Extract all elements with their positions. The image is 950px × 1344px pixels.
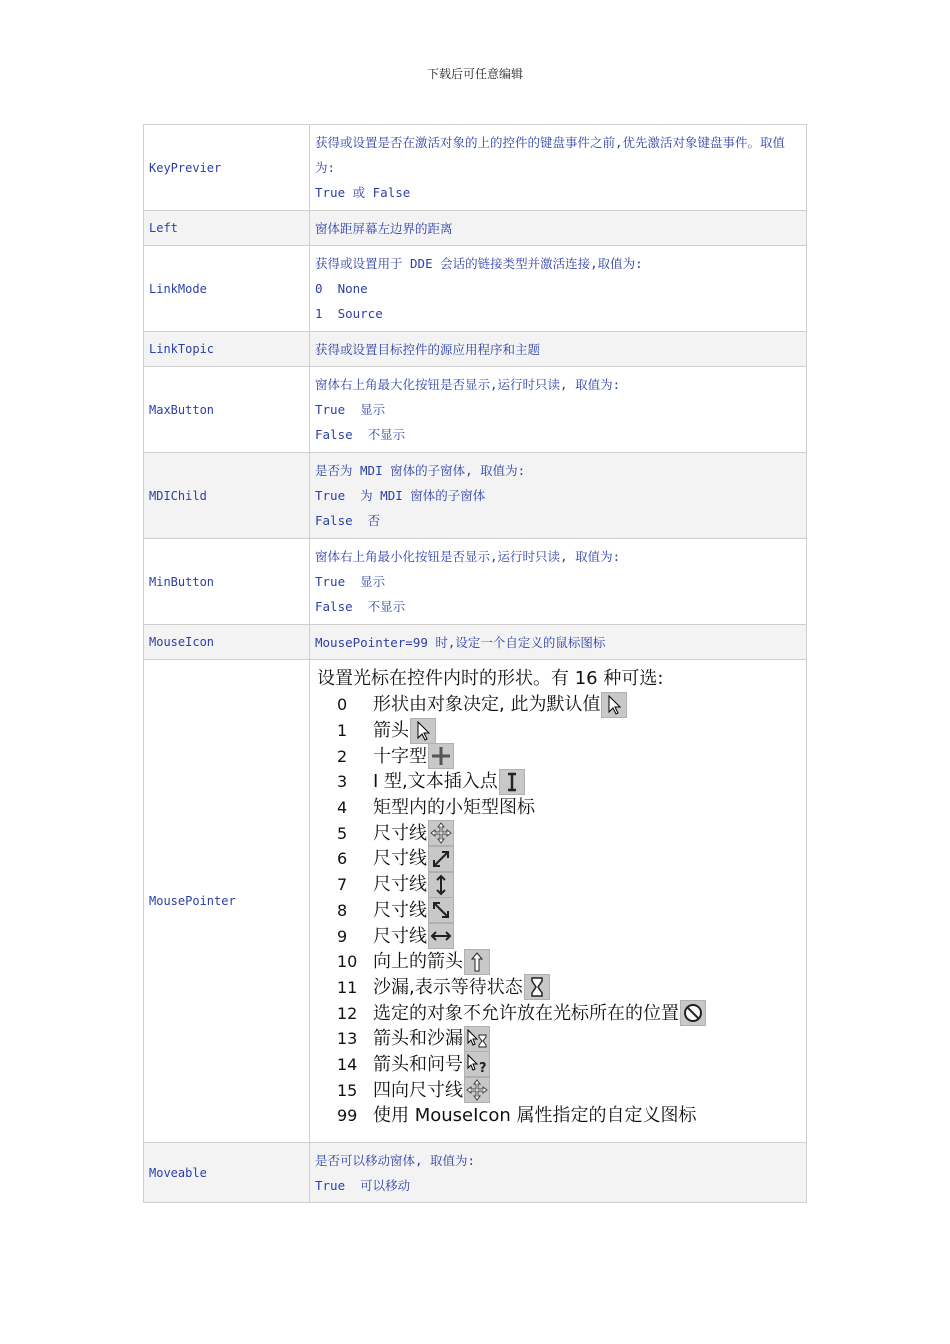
table-row: [144, 539, 807, 625]
list-item: [317, 795, 801, 821]
option-label: 选定的对象不允许放在光标所在的位置: [373, 1002, 679, 1024]
list-item: [317, 1000, 801, 1026]
option-number: 4: [337, 798, 348, 818]
option-number: 2: [337, 746, 348, 766]
description-line: 获得或设置是否在激活对象的上的控件的键盘事件之前,优先激活对象键盘事件。取值为:: [315, 135, 786, 175]
option-number: 7: [337, 875, 348, 895]
property-name: LinkTopic: [144, 332, 310, 367]
description-line: False 否: [315, 513, 381, 528]
option-label: 四向尺寸线: [373, 1079, 463, 1101]
list-item: [317, 1026, 801, 1052]
list-item: [317, 949, 801, 975]
crosshair-cursor-icon: [428, 743, 454, 769]
option-number: 99: [337, 1106, 358, 1126]
up-arrow-cursor-icon: [464, 949, 490, 975]
description-line: 1 Source: [315, 306, 383, 321]
table-row: [144, 211, 807, 246]
property-name: MouseIcon: [144, 625, 310, 660]
list-item: [317, 846, 801, 872]
description-line: True 可以移动: [315, 1177, 411, 1193]
mousepointer-list: [317, 692, 801, 1129]
description-line: False 不显示: [315, 427, 406, 442]
description-line: 窗体右上角最大化按钮是否显示,运行时只读, 取值为:: [315, 377, 621, 392]
table-row: [144, 332, 807, 367]
option-label: 箭头和问号: [373, 1053, 463, 1075]
property-description: [310, 125, 807, 211]
size-all-cursor-icon: [464, 1077, 490, 1103]
no-drop-cursor-icon: [680, 1000, 706, 1026]
option-label: 矩型内的小矩型图标: [373, 797, 535, 819]
ibeam-cursor-icon: [499, 769, 525, 795]
size-all-cursor-icon: [428, 820, 454, 846]
option-label: 沙漏,表示等待状态: [373, 976, 523, 998]
property-name: LinkMode: [144, 246, 310, 332]
table-row: [144, 367, 807, 453]
list-item: [317, 743, 801, 769]
description-line: 窗体距屏幕左边界的距离: [315, 220, 453, 236]
option-number: 12: [337, 1003, 358, 1023]
option-label: 尺寸线: [373, 899, 427, 921]
property-name: MaxButton: [144, 367, 310, 453]
description-line: 是否为 MDI 窗体的子窗体, 取值为:: [315, 463, 526, 478]
property-description: [310, 332, 807, 367]
option-label: 箭头: [373, 720, 409, 742]
description-line: False 不显示: [315, 599, 406, 614]
table-row: [144, 246, 807, 332]
option-label: I 型,文本插入点: [373, 771, 498, 793]
option-number: 15: [337, 1080, 358, 1100]
list-item: [317, 769, 801, 795]
property-name: MousePointer: [144, 660, 310, 1143]
size-we-cursor-icon: [428, 923, 454, 949]
description-line: True 显示: [315, 402, 386, 417]
property-name: MDIChild: [144, 453, 310, 539]
property-description: [310, 453, 807, 539]
svg-text:?: ?: [479, 1061, 487, 1077]
page-header: 下载后可任意编辑: [426, 67, 523, 81]
list-item: [317, 975, 801, 1001]
description-line: True 或 False: [315, 185, 411, 200]
option-number: 0: [337, 695, 348, 715]
option-number: 1: [337, 721, 348, 741]
list-item: [317, 923, 801, 949]
property-name: MinButton: [144, 539, 310, 625]
properties-table: [143, 124, 807, 1203]
size-nwse-cursor-icon: [428, 897, 454, 923]
description-line: MousePointer=99 时,设定一个自定义的鼠标图标: [315, 634, 606, 650]
option-number: 6: [337, 849, 348, 869]
option-number: 10: [337, 952, 358, 972]
arrow-cursor-icon: [601, 692, 627, 718]
property-name: Left: [144, 211, 310, 246]
size-nesw-cursor-icon: [428, 846, 454, 872]
table-row: [144, 453, 807, 539]
property-name: Moveable: [144, 1143, 310, 1203]
description-line: 窗体右上角最小化按钮是否显示,运行时只读, 取值为:: [315, 549, 621, 564]
arrow-cursor-icon: [410, 718, 436, 744]
option-label: 箭头和沙漏: [373, 1028, 463, 1050]
description-line: 是否可以移动窗体, 取值为:: [315, 1152, 476, 1168]
description-line: True 显示: [315, 574, 386, 589]
table-row: [144, 125, 807, 211]
list-item: [317, 1103, 801, 1129]
list-item: [317, 692, 801, 718]
option-label: 尺寸线: [373, 925, 427, 947]
mousepointer-title: 设置光标在控件内时的形状。有 16 种可选:: [317, 668, 664, 689]
table-row: [144, 625, 807, 660]
option-label: 尺寸线: [373, 874, 427, 896]
property-description: [310, 625, 807, 660]
option-label: 形状由对象决定, 此为默认值: [373, 694, 601, 716]
table-row: [144, 660, 807, 1143]
option-number: 14: [337, 1054, 358, 1074]
property-description: [310, 1143, 807, 1203]
property-description: [310, 211, 807, 246]
option-label: 尺寸线: [373, 848, 427, 870]
list-item: [317, 898, 801, 924]
list-item: [317, 1052, 801, 1078]
list-item: [317, 718, 801, 744]
hourglass-cursor-icon: [524, 974, 550, 1000]
description-line: 获得或设置用于 DDE 会话的链接类型并激活连接,取值为:: [315, 256, 643, 271]
list-item: [317, 1077, 801, 1103]
option-label: 尺寸线: [373, 822, 427, 844]
option-label: 使用 MouseIcon 属性指定的自定义图标: [373, 1105, 697, 1127]
size-ns-cursor-icon: [428, 872, 454, 898]
option-number: 3: [337, 772, 348, 792]
option-number: 5: [337, 823, 348, 843]
description-line: 0 None: [315, 281, 368, 296]
arrow-hourglass-cursor-icon: [464, 1026, 490, 1052]
list-item: [317, 872, 801, 898]
property-description: [310, 246, 807, 332]
description-line: 获得或设置目标控件的源应用程序和主题: [315, 341, 541, 357]
mousepointer-description: [310, 660, 807, 1143]
table-row: [144, 1143, 807, 1203]
list-item: [317, 820, 801, 846]
option-number: 11: [337, 977, 358, 997]
option-label: 向上的箭头: [373, 951, 463, 973]
property-name: KeyPrevier: [144, 125, 310, 211]
option-number: 9: [337, 926, 348, 946]
option-number: 8: [337, 900, 348, 920]
option-label: 十字型: [373, 745, 427, 767]
property-description: [310, 367, 807, 453]
property-description: [310, 539, 807, 625]
arrow-question-cursor-icon: [464, 1051, 490, 1077]
option-number: 13: [337, 1029, 358, 1049]
description-line: True 为 MDI 窗体的子窗体: [315, 488, 486, 503]
